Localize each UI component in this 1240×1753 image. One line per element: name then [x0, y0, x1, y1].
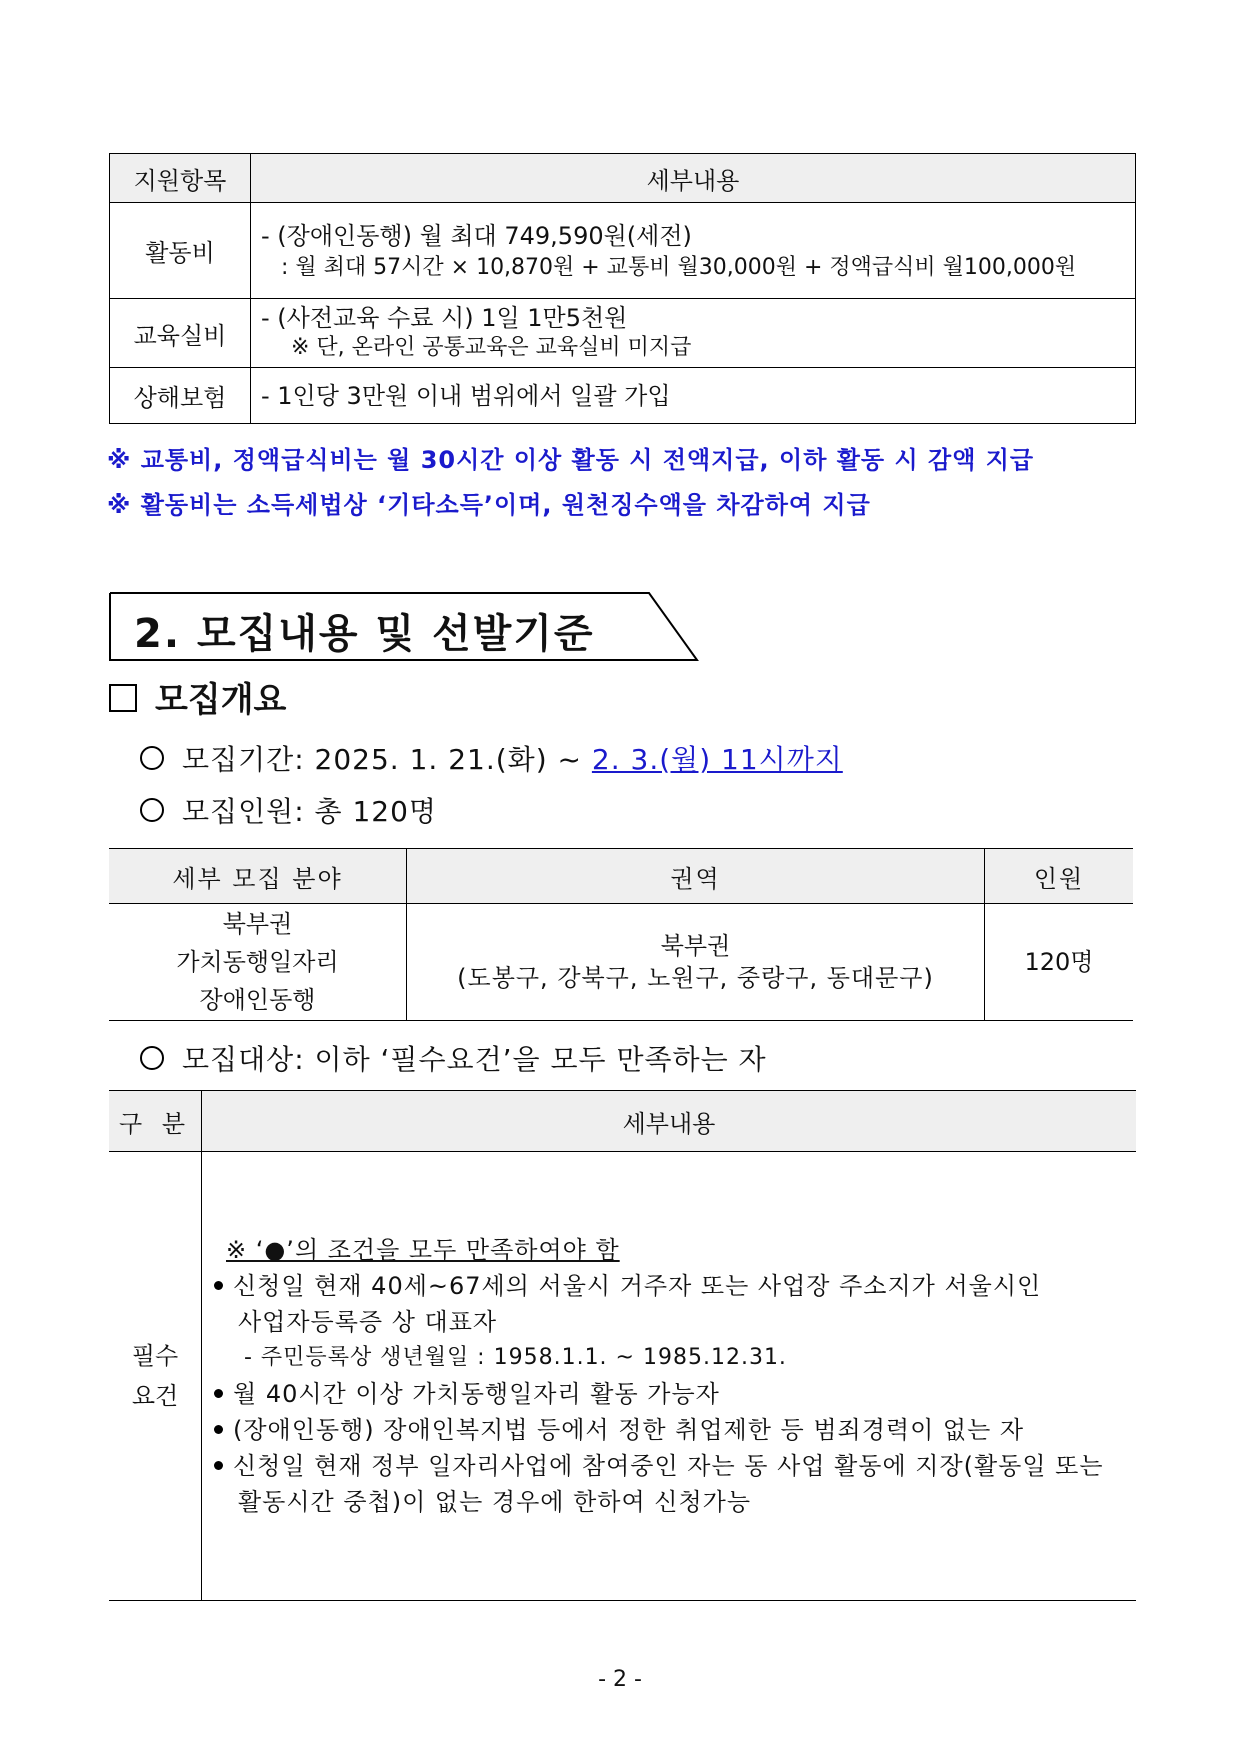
table-row [110, 203, 1136, 299]
detail-line: - (장애인동행) 월 최대 749,590원(세전) [261, 221, 692, 250]
req-label-line: 필수 [131, 1342, 179, 1370]
headcount-text: 모집인원: 총 120명 [182, 795, 437, 828]
support-table [109, 153, 1136, 424]
req-item [214, 1412, 1136, 1448]
circle-bullet-icon [140, 798, 164, 822]
header-region: 권역 [407, 849, 985, 904]
detail-line: - 1인당 3만원 이내 범위에서 일괄 가입 [261, 381, 671, 410]
header-category: 구 분 [109, 1091, 202, 1152]
req-item [214, 1268, 1136, 1304]
subheading [109, 672, 286, 721]
recruit-period [140, 738, 843, 778]
period-label: 모집기간: 2025. 1. 21.(화) ~ [182, 743, 592, 776]
support-item: 상해보험 [110, 368, 251, 424]
region-cell [407, 904, 985, 1021]
header-field: 세부 모집 분야 [109, 849, 407, 904]
recruit-target [140, 1038, 767, 1078]
requirements-table [109, 1090, 1136, 1601]
deadline-link[interactable]: 2. 3.(월) 11시까지 [591, 743, 843, 776]
table-row [110, 368, 1136, 424]
count-cell: 120명 [1024, 948, 1094, 976]
section-title: 2. 모집내용 및 선발기준 [134, 611, 595, 657]
header-detail: 세부내용 [251, 154, 1136, 203]
field-line: 북부권 [222, 910, 293, 938]
header-item: 지원항목 [110, 154, 251, 203]
req-item-cont: 사업자등록증 상 대표자 [238, 1308, 498, 1336]
bullet-dot-icon [214, 1281, 223, 1290]
circle-bullet-icon [140, 1046, 164, 1070]
detail-sub: : 월 최대 57시간 × 10,870원 + 교통비 월30,000원 + 정액급식비 월100,000원 [281, 254, 1077, 280]
field-cell [109, 904, 407, 1021]
req-item-text: 신청일 현재 40세~67세의 서울시 거주자 또는 사업장 주소지가 서울시인 [233, 1272, 1042, 1300]
req-intro [214, 1232, 1136, 1268]
bullet-dot-icon [214, 1461, 223, 1470]
req-label-line: 요건 [131, 1382, 179, 1410]
bullet-dot-icon [214, 1389, 223, 1398]
target-text: 모집대상: 이하 ‘필수요건’을 모두 만족하는 자 [182, 1043, 767, 1076]
req-item-cont: 활동시간 중첩)이 없는 경우에 한하여 신청가능 [238, 1488, 752, 1516]
region-line: (도봉구, 강북구, 노원구, 중랑구, 동대문구) [457, 964, 934, 992]
req-item-text: (장애인동행) 장애인복지법 등에서 정한 취업제한 등 범죄경력이 없는 자 [233, 1416, 1025, 1444]
req-item-text: 월 40시간 이상 가치동행일자리 활동 가능자 [233, 1380, 720, 1408]
page-number: - 2 - [598, 1667, 642, 1692]
note-transport: ※ 교통비, 정액급식비는 월 30시간 이상 활동 시 전액지급, 이하 활동 시 감액 지급 [107, 446, 1035, 474]
detail-sub: ※ 단, 온라인 공통교육은 교육실비 미지급 [291, 335, 692, 360]
support-detail [251, 299, 1136, 368]
req-body [202, 1152, 1137, 1601]
header-detail: 세부내용 [202, 1091, 1137, 1152]
field-line: 장애인동행 [199, 986, 316, 1014]
table-row [110, 299, 1136, 368]
field-line: 가치동행일자리 [176, 948, 339, 976]
support-detail [251, 203, 1136, 299]
section-heading [109, 592, 699, 662]
header-count: 인원 [985, 849, 1134, 904]
square-bullet-icon [109, 684, 137, 712]
req-item-sub: - 주민등록상 생년월일 : 1958.1.1. ~ 1985.12.31. [244, 1345, 787, 1370]
support-table-header [110, 154, 1136, 203]
circle-bullet-icon [140, 746, 164, 770]
region-line: 북부권 [660, 932, 731, 960]
recruit-table [109, 848, 1133, 1021]
support-item: 교육실비 [110, 299, 251, 368]
bullet-dot-icon [214, 1425, 223, 1434]
req-label [109, 1152, 202, 1601]
req-table-header [109, 1091, 1136, 1152]
subheading-text: 모집개요 [155, 680, 287, 720]
support-detail [251, 368, 1136, 424]
table-row [109, 904, 1133, 1021]
req-item-text: 신청일 현재 정부 일자리사업에 참여중인 자는 동 사업 활동에 지장(활동일 또는 [233, 1452, 1104, 1480]
support-item: 활동비 [110, 203, 251, 299]
req-item [214, 1376, 1136, 1412]
note-income-tax: ※ 활동비는 소득세법상 ‘기타소득’이며, 원천징수액을 차감하여 지급 [107, 491, 871, 519]
recruit-table-header [109, 849, 1133, 904]
req-item [214, 1448, 1136, 1484]
detail-line: - (사전교육 수료 시) 1일 1만5천원 [261, 304, 628, 332]
table-row [109, 1152, 1136, 1601]
req-intro-text: ※ ‘●’의 조건을 모두 만족하여야 함 [226, 1236, 620, 1264]
recruit-headcount [140, 790, 437, 830]
